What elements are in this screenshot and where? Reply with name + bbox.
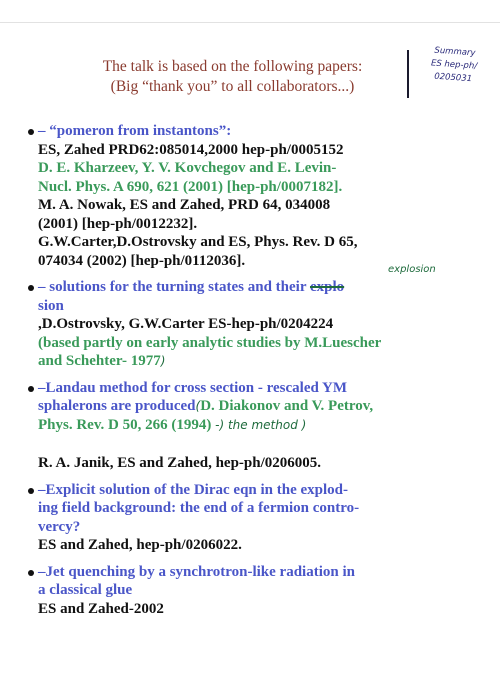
list-item-line: [38, 178, 473, 197]
text-segment: sion: [38, 297, 64, 314]
text-segment: D. E. Kharzeev, Y. V. Kovchegov and E. Levin-: [38, 160, 337, 176]
text-segment: –Landau method for cross section - rescaled YM: [38, 379, 348, 396]
text-segment: a classical glue: [38, 582, 133, 598]
list-item-line: [38, 416, 473, 435]
text-segment: ES, Zahed PRD62:085014,2000 hep-ph/0005152: [38, 141, 344, 158]
list-item-line: [38, 215, 473, 234]
text-segment: (based partly on early analytic studies by M.Luescher: [38, 334, 382, 351]
text-segment: – “pomeron from instantons”:: [38, 123, 232, 139]
list-item-line: [38, 297, 473, 316]
text-segment: vercy?: [38, 518, 81, 535]
page-title: [60, 57, 405, 97]
list-item-line: [38, 499, 473, 518]
top-rule: [0, 22, 500, 23]
handwritten-divider: [407, 50, 409, 98]
list-item-line: [38, 379, 473, 398]
list-item-line: [38, 196, 473, 215]
bullet-icon: [28, 285, 34, 291]
list-item: [38, 481, 473, 555]
list-item-line: [38, 600, 473, 619]
bullet-icon: [28, 386, 34, 392]
list-item-line: [38, 315, 473, 334]
text-segment: and Schehter- 1977: [38, 353, 161, 369]
text-segment: Nucl. Phys. A 690, 621 (2001) [hep-ph/0007182].: [38, 178, 343, 195]
list-item-line: [38, 581, 473, 600]
list-item-line: [38, 122, 473, 141]
list-item: [38, 278, 473, 371]
text-segment: M. A. Nowak, ES and Zahed, PRD 64, 034008: [38, 197, 331, 213]
text-segment: – solutions for the turning states and their: [38, 279, 310, 295]
text-segment: ing field background: the end of a fermion contro-: [38, 500, 360, 516]
note-line-1: Summary: [434, 45, 476, 59]
list-item-line: [38, 159, 473, 178]
title-line-2: (Big “thank you” to all collaborators...): [110, 78, 355, 95]
list-item-line: [38, 278, 473, 297]
text-segment: ES and Zahed-2002: [38, 600, 164, 617]
list-item-line: [38, 141, 473, 160]
list-item: [38, 563, 473, 619]
handwritten-annotation: -) the method ): [211, 417, 307, 432]
list-item: [38, 122, 473, 270]
text-segment: D. Diakonov and V. Petrov,: [200, 398, 374, 414]
list-item: [38, 454, 473, 473]
handwritten-annotation: ): [160, 354, 166, 368]
list-item-line: [38, 454, 473, 473]
bullet-icon: [28, 129, 34, 135]
text-segment: –Jet quenching by a synchrotron-like radiation in: [38, 563, 355, 580]
list-item-line: [38, 518, 473, 537]
note-line-3: 0205031: [433, 71, 473, 85]
handwritten-summary-note: [414, 43, 495, 87]
bullet-icon: [28, 488, 34, 494]
text-segment: G.W.Carter,D.Ostrovsky and ES, Phys. Rev. D 65,: [38, 234, 358, 250]
list-item-line: [38, 334, 473, 353]
bullet-icon: [28, 570, 34, 576]
list-item-line: [38, 563, 473, 582]
text-segment: 074034 (2002) [hep-ph/0112036].: [38, 252, 246, 269]
list-item: [38, 379, 473, 435]
text-segment: R. A. Janik, ES and Zahed, hep-ph/0206005.: [38, 455, 322, 471]
text-segment: ES and Zahed, hep-ph/0206022.: [38, 537, 242, 553]
list-item-line: [38, 481, 473, 500]
item-gap: [38, 442, 473, 454]
title-line-1: The talk is based on the following papers:: [102, 58, 363, 75]
list-item-line: [38, 397, 473, 416]
note-line-2: ES hep-ph/: [430, 58, 478, 72]
paper-list: [38, 122, 473, 626]
text-segment: sphalerons are produced: [38, 398, 196, 414]
text-segment: ,D.Ostrovsky, G.W.Carter ES-hep-ph/0204224: [38, 316, 334, 332]
text-segment: explo: [309, 279, 345, 295]
list-item-line: [38, 536, 473, 555]
text-segment: (2001) [hep-ph/0012232].: [38, 215, 198, 232]
handwritten-insert: explosion: [388, 264, 436, 275]
handwritten-annotation: (: [195, 399, 201, 413]
text-segment: Phys. Rev. D 50, 266 (1994): [38, 416, 212, 433]
list-item-line: [38, 233, 473, 252]
text-segment: –Explicit solution of the Dirac eqn in the explod-: [38, 481, 349, 498]
list-item-line: [38, 352, 473, 371]
